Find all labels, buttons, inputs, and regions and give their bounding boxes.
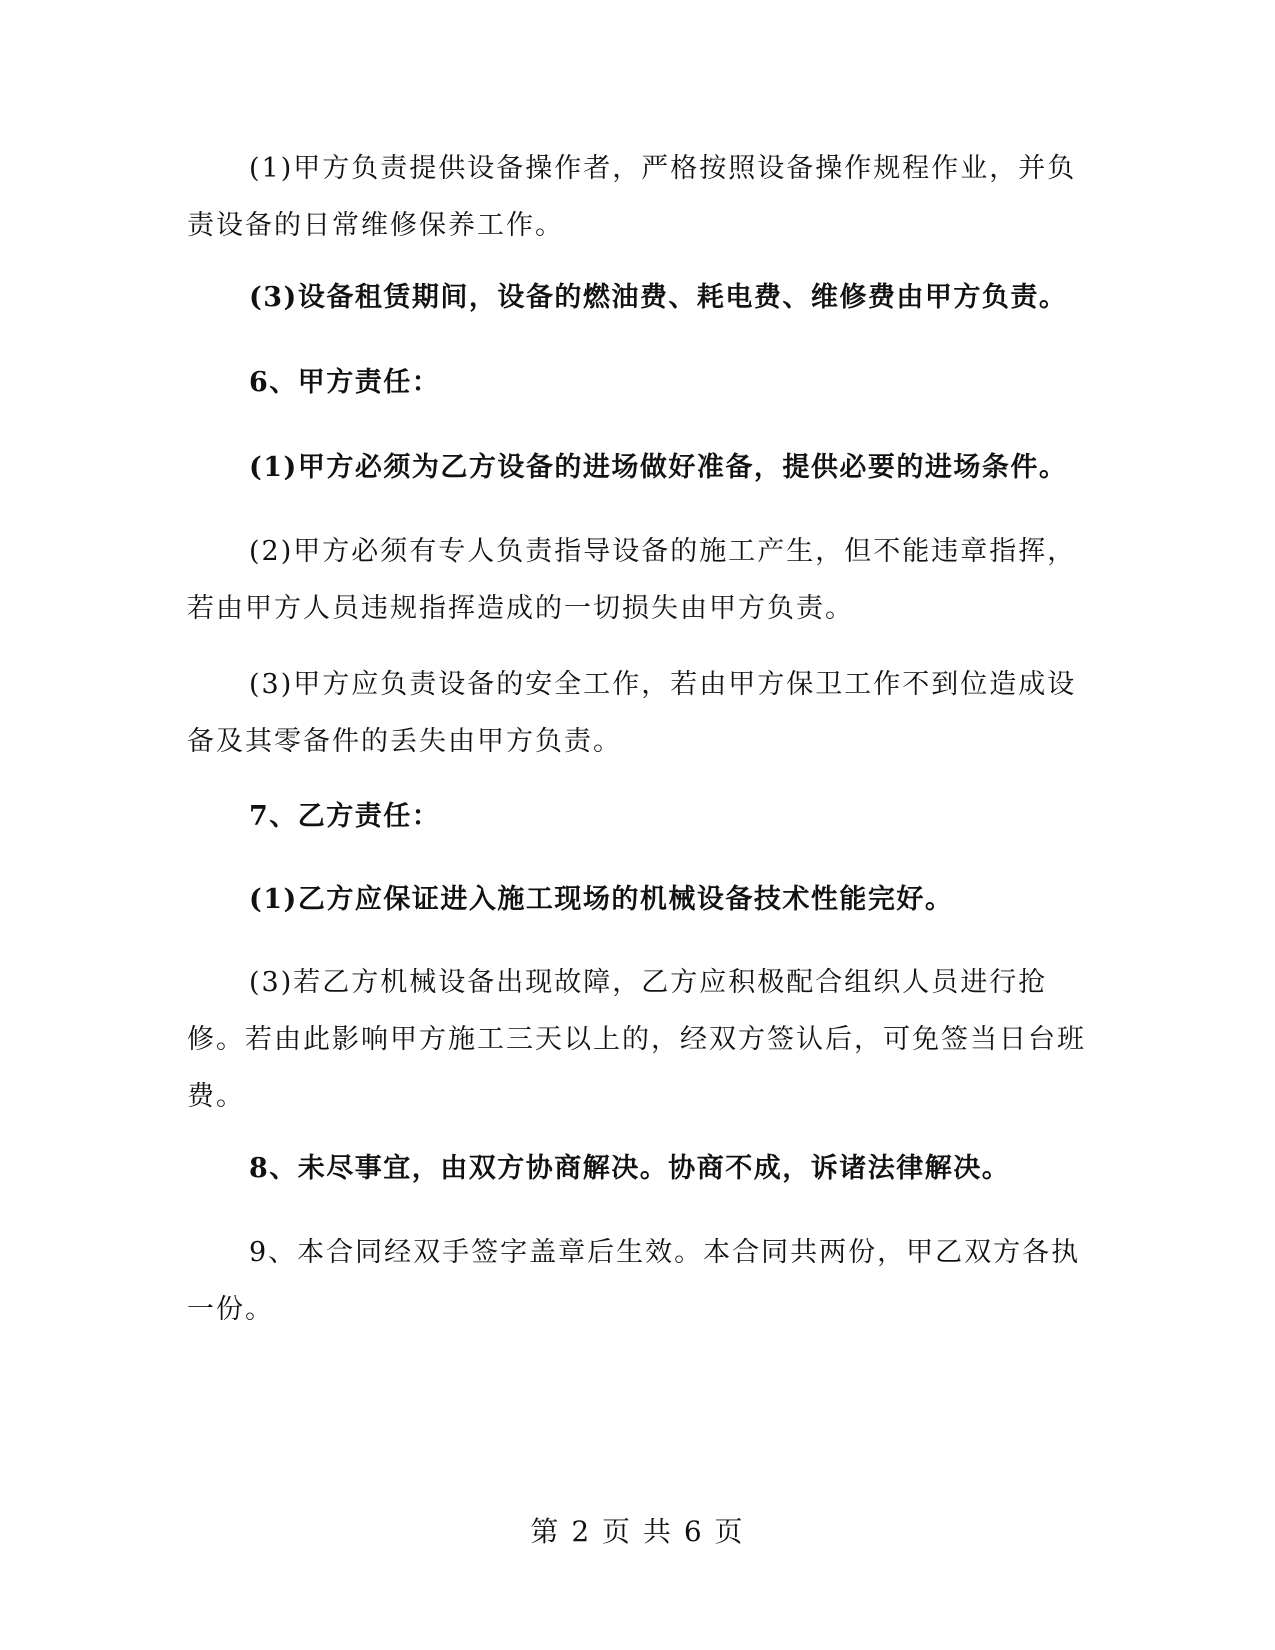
paragraph-party-a-item-3: (3)甲方应负责设备的安全工作，若由甲方保卫工作不到位造成设备及其零备件的丢失由甲方负责。 bbox=[187, 669, 1077, 757]
paragraph-party-b-item-1: (1)乙方应保证进入施工现场的机械设备技术性能完好。 bbox=[249, 884, 954, 915]
paragraph-party-b-item-3: (3)若乙方机械设备出现故障，乙方应积极配合组织人员进行抢修。若由此影响甲方施工三天以上的，经双方签认后，可免签当日台班费。 bbox=[187, 967, 1086, 1112]
section-heading-party-a: 6、甲方责任： bbox=[249, 367, 441, 398]
paragraph-operator-duty: (1)甲方负责提供设备操作者，严格按照设备操作规程作业，并负责设备的日常维修保养工作。 bbox=[187, 153, 1077, 241]
paragraph-fee-duty: (3)设备租赁期间，设备的燃油费、耗电费、维修费由甲方负责。 bbox=[249, 282, 1068, 313]
paragraph-clause-9: 9、本合同经双手签字盖章后生效。本合同共两份，甲乙双方各执一份。 bbox=[187, 1237, 1081, 1325]
paragraph-party-a-item-1: (1)甲方必须为乙方设备的进场做好准备，提供必要的进场条件。 bbox=[249, 452, 1068, 483]
section-heading-party-b: 7、乙方责任： bbox=[249, 801, 441, 832]
page-number-footer: 第 2 页 共 6 页 bbox=[530, 1515, 745, 1548]
paragraph-party-a-item-2: (2)甲方必须有专人负责指导设备的施工产生，但不能违章指挥，若由甲方人员违规指挥造成的一切损失由甲方负责。 bbox=[187, 536, 1077, 624]
paragraph-clause-8: 8、未尽事宜，由双方协商解决。协商不成，诉诸法律解决。 bbox=[249, 1153, 1011, 1184]
